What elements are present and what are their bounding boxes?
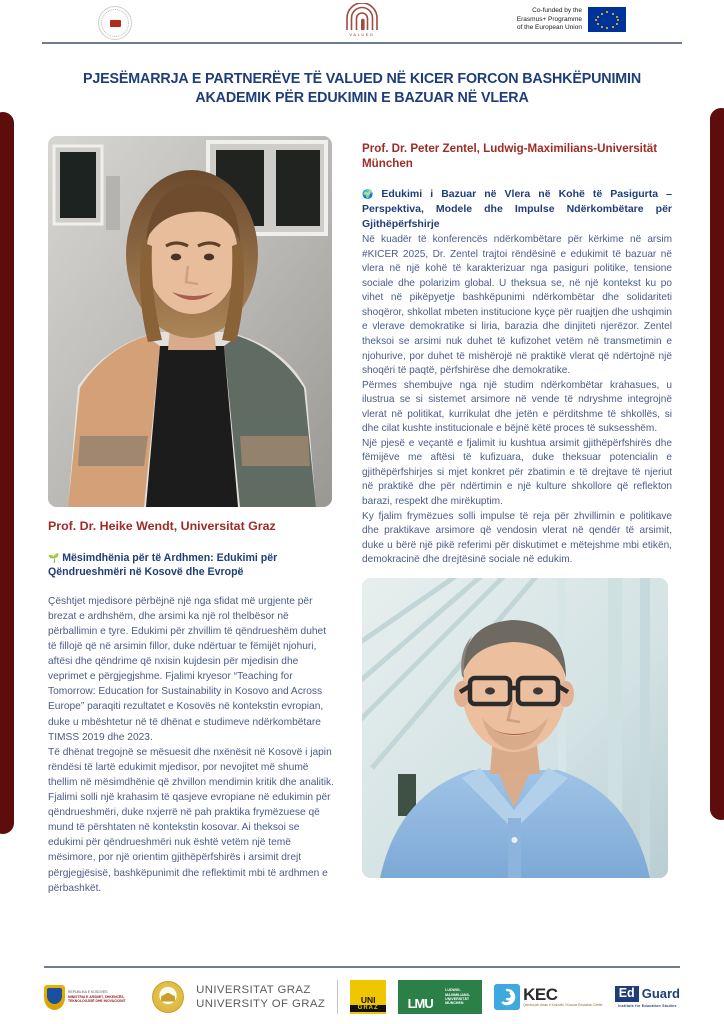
peter-zentel-name: Prof. Dr. Peter Zentel, Ludwig-Maximilians-Universität München [362, 142, 658, 171]
valued-logo [345, 3, 379, 37]
header-divider [42, 42, 682, 44]
right-paragraph-1: Në kuadër të konferencës ndërkombëtare për kërkime në arsim #KICER 2025, Dr. Zentel trajtoi rëndësinë e edukimit të bazuar në vlera në një kohë të karakterizuar nga pasiguri politike, tensione sociale dhe polarizim global. U theksua se, në një kontekst ku po vihet në pikëpyetje bashkëpunimi ndërkombëtar dhe solidariteti shoqëror, shkollat mbeten institucione kyçe për ruajtjen dhe ushqimin e vlerave demokratike si liria, barazia dhe dinjiteti njerëzor. Zentel theksoi se arsimi nuk duhet të kufizohet vetëm në transmetimin e njohurive, por duhet të mishërojë në praktikë vlerat që ndërtojnë një shoqëri të paqtë, përfshirëse dhe demokratike. [362, 234, 672, 377]
kec-text [523, 986, 603, 1007]
unigraz-mark-uni: UNI [360, 994, 376, 1005]
right-paragraph-4: Ky fjalim frymëzues solli impulse të reja për zhvillimin e politikave dhe praktikave arsimore që vendosin vlerat në qendër të arsimit, duke u bërë një pikë referimi për diskutimet e mëtejshme mbi etikën, demokracinë dhe drejtësinë sociale në edukim. [362, 510, 672, 566]
edguard-ed-badge: Ed [615, 986, 639, 1002]
heike-wendt-photo [48, 136, 332, 507]
left-paragraph-3: Fjalimi solli një krahasim të qasjeve evropiane në edukimin për qëndrueshmëri, duke nxjerrë në pah praktika frymëzuese që mund të përshtaten në kontekstin kosovar. Ai theksoi se edukimi për qëndrueshmëri nuk është vetëm një temë mësimore, por një orientim gjithëpërfshirës i arsimit drejt përgjegjësisë, bashkëpunimit dhe reflektimit mbi të ardhmen e përbashkët. [48, 792, 331, 894]
heike-wendt-name: Prof. Dr. Heike Wendt, Universitat Graz [48, 519, 276, 533]
right-paragraph-3: Një pjesë e veçantë e fjalimit iu kushtua arsimit gjithëpërfshirës dhe fëmijëve me aftësi të kufizuara, duke theksuar potencialin e gjithëpërfshirjes si mjet konkret për zbatimin e të drejtave të njeriut në praktikë dhe për ndërtimin e një kulture shkollore që reflekton barazi, respekt dhe mirëkuptim. [362, 437, 672, 508]
sprout-icon: 🌱 [48, 553, 60, 563]
unigraz-name-en: UNIVERSITY OF GRAZ [196, 998, 326, 1010]
edguard-row [615, 986, 680, 1002]
left-paragraph-2: Të dhënat tregojnë se mësuesit dhe nxënësit në Kosovë i japin rëndësi të lartë edukimit mjedisor, por nevojitet më shumë thellim në mësimdhënie që zhvillon mendimin kritik dhe analitik. [48, 746, 334, 788]
lmu-mark-block [398, 980, 442, 1014]
footer-ministry-line-0: REPUBLIKA E KOSOVËS [68, 990, 108, 995]
left-decorative-bar [0, 112, 14, 834]
kec-logo [494, 984, 603, 1010]
erasmus-line-2: Erasmus+ Programme [516, 15, 582, 23]
edguard-guard-text: Guard [641, 986, 680, 1001]
ministry-seal-icon [98, 6, 132, 40]
footer-ministry-line-1: MINISTRIA E ARSIMIT, SHKENCËS, [68, 994, 125, 999]
left-subheadline [48, 551, 336, 580]
globe-icon: 🌍 [362, 189, 379, 200]
kec-spiral-icon [494, 984, 520, 1010]
valued-logo-wordmark: VALUED [349, 32, 375, 37]
page-header [0, 0, 724, 46]
unigraz-wordmark [196, 983, 325, 1011]
unigraz-name-de: UNIVERSITAT GRAZ [196, 984, 311, 996]
lmu-mark-text: LMU [407, 996, 433, 1011]
footer-logo-divider [337, 980, 338, 1014]
erasmus-text [517, 7, 582, 33]
ministry-seal-mark [110, 20, 121, 27]
left-column [48, 136, 336, 896]
peter-zentel-portrait-graphic [362, 578, 668, 878]
erasmus-line-1: Co-funded by the [532, 7, 582, 14]
footer-ministry-text [68, 990, 126, 1004]
erasmus-cofunding-block [517, 7, 626, 33]
lmu-logo [398, 980, 482, 1014]
right-decorative-bar [710, 108, 724, 820]
lmu-name-block [442, 980, 482, 1014]
right-column [362, 141, 672, 878]
right-subheadline-text: Edukimi i Bazuar në Vlera në Kohë të Pasigurta – Perspektiva, Modele dhe Impulse Ndërkombëtare për Gjithëpërfshirje [362, 188, 672, 230]
kec-name: KEC [523, 985, 558, 1005]
kec-subtitle: Qendra për Arsim e Kosovës / Kosova Education Center [523, 1003, 603, 1008]
valued-arch-icon [345, 3, 379, 31]
page-footer [0, 966, 724, 1024]
footer-ministry-logo [44, 985, 140, 1010]
heike-wendt-portrait-graphic [48, 136, 332, 507]
unigraz-yellow-mark [350, 980, 386, 1014]
erasmus-line-3: of the European Union [516, 24, 582, 32]
unigraz-mark-graz: GRAZ [350, 1005, 386, 1013]
eu-flag-icon [588, 7, 626, 32]
unigraz-seal-icon [152, 981, 184, 1013]
left-body-text [48, 594, 336, 896]
kosovo-shield-icon [44, 985, 65, 1010]
right-body-text [362, 233, 672, 568]
unigraz-seal-building-icon [161, 993, 175, 1002]
lmu-name-text: LUDWIG-MAXIMILIANS-UNIVERSITÄT MÜNCHEN [445, 988, 471, 1006]
footer-logo-strip [44, 974, 680, 1020]
right-paragraph-2: Përmes shembujve nga një studim ndërkombëtar krahasues, u ilustrua se si sistemet arsimore në vende të ndryshme integrojnë vlerat në politikat, kurrikulat dhe jetën e përditshme të shkollës, si dhe cilat kushte institucionale e bëjnë këtë proces të suksesshëm. [362, 379, 672, 435]
edguard-subtitle: Institute for Education Studies [618, 1004, 677, 1008]
left-subheadline-text: Mësimdhënia për të Ardhmen: Edukimi për Qëndrueshmëri në Kosovë dhe Evropë [48, 552, 278, 579]
footer-divider [44, 966, 680, 968]
edguard-logo [615, 986, 680, 1008]
peter-zentel-photo [362, 578, 668, 878]
page-title: PJESËMARRJA E PARTNERËVE TË VALUED NË KICER FORCON BASHKËPUNIMIN AKADEMIK PËR EDUKIMIN E BAZUAR NË VLERA [82, 71, 642, 106]
left-paragraph-1: Çështjet mjedisore përbëjnë një nga sfidat më urgjente për brezat e ardhshëm, dhe arsimi ka një rol thelbësor në përballimin e tyre. Edukimi për zhvillim të qëndrueshëm duhet të fillojë që në arsimin fillor, duke ndërtuar te fëmijët njohuri, aftësi dhe qëndrime që nxisin kujdesin për mjedisin dhe veprimet e përgjegjshme. Fjalimi kryesor “Teaching for Tomorrow: Education for Sustainability in Kosovo and Across Europe” paraqiti rezultatet e Kosovës në kontekstin evropian, duke u mbështetur në të dhënat e studimeve ndërkombëtare TIMSS 2019 dhe 2023. [48, 595, 327, 743]
footer-ministry-line-2: TEKNOLOGJISË DHE INOVACIONIT [68, 999, 126, 1004]
right-subheadline [362, 187, 672, 231]
